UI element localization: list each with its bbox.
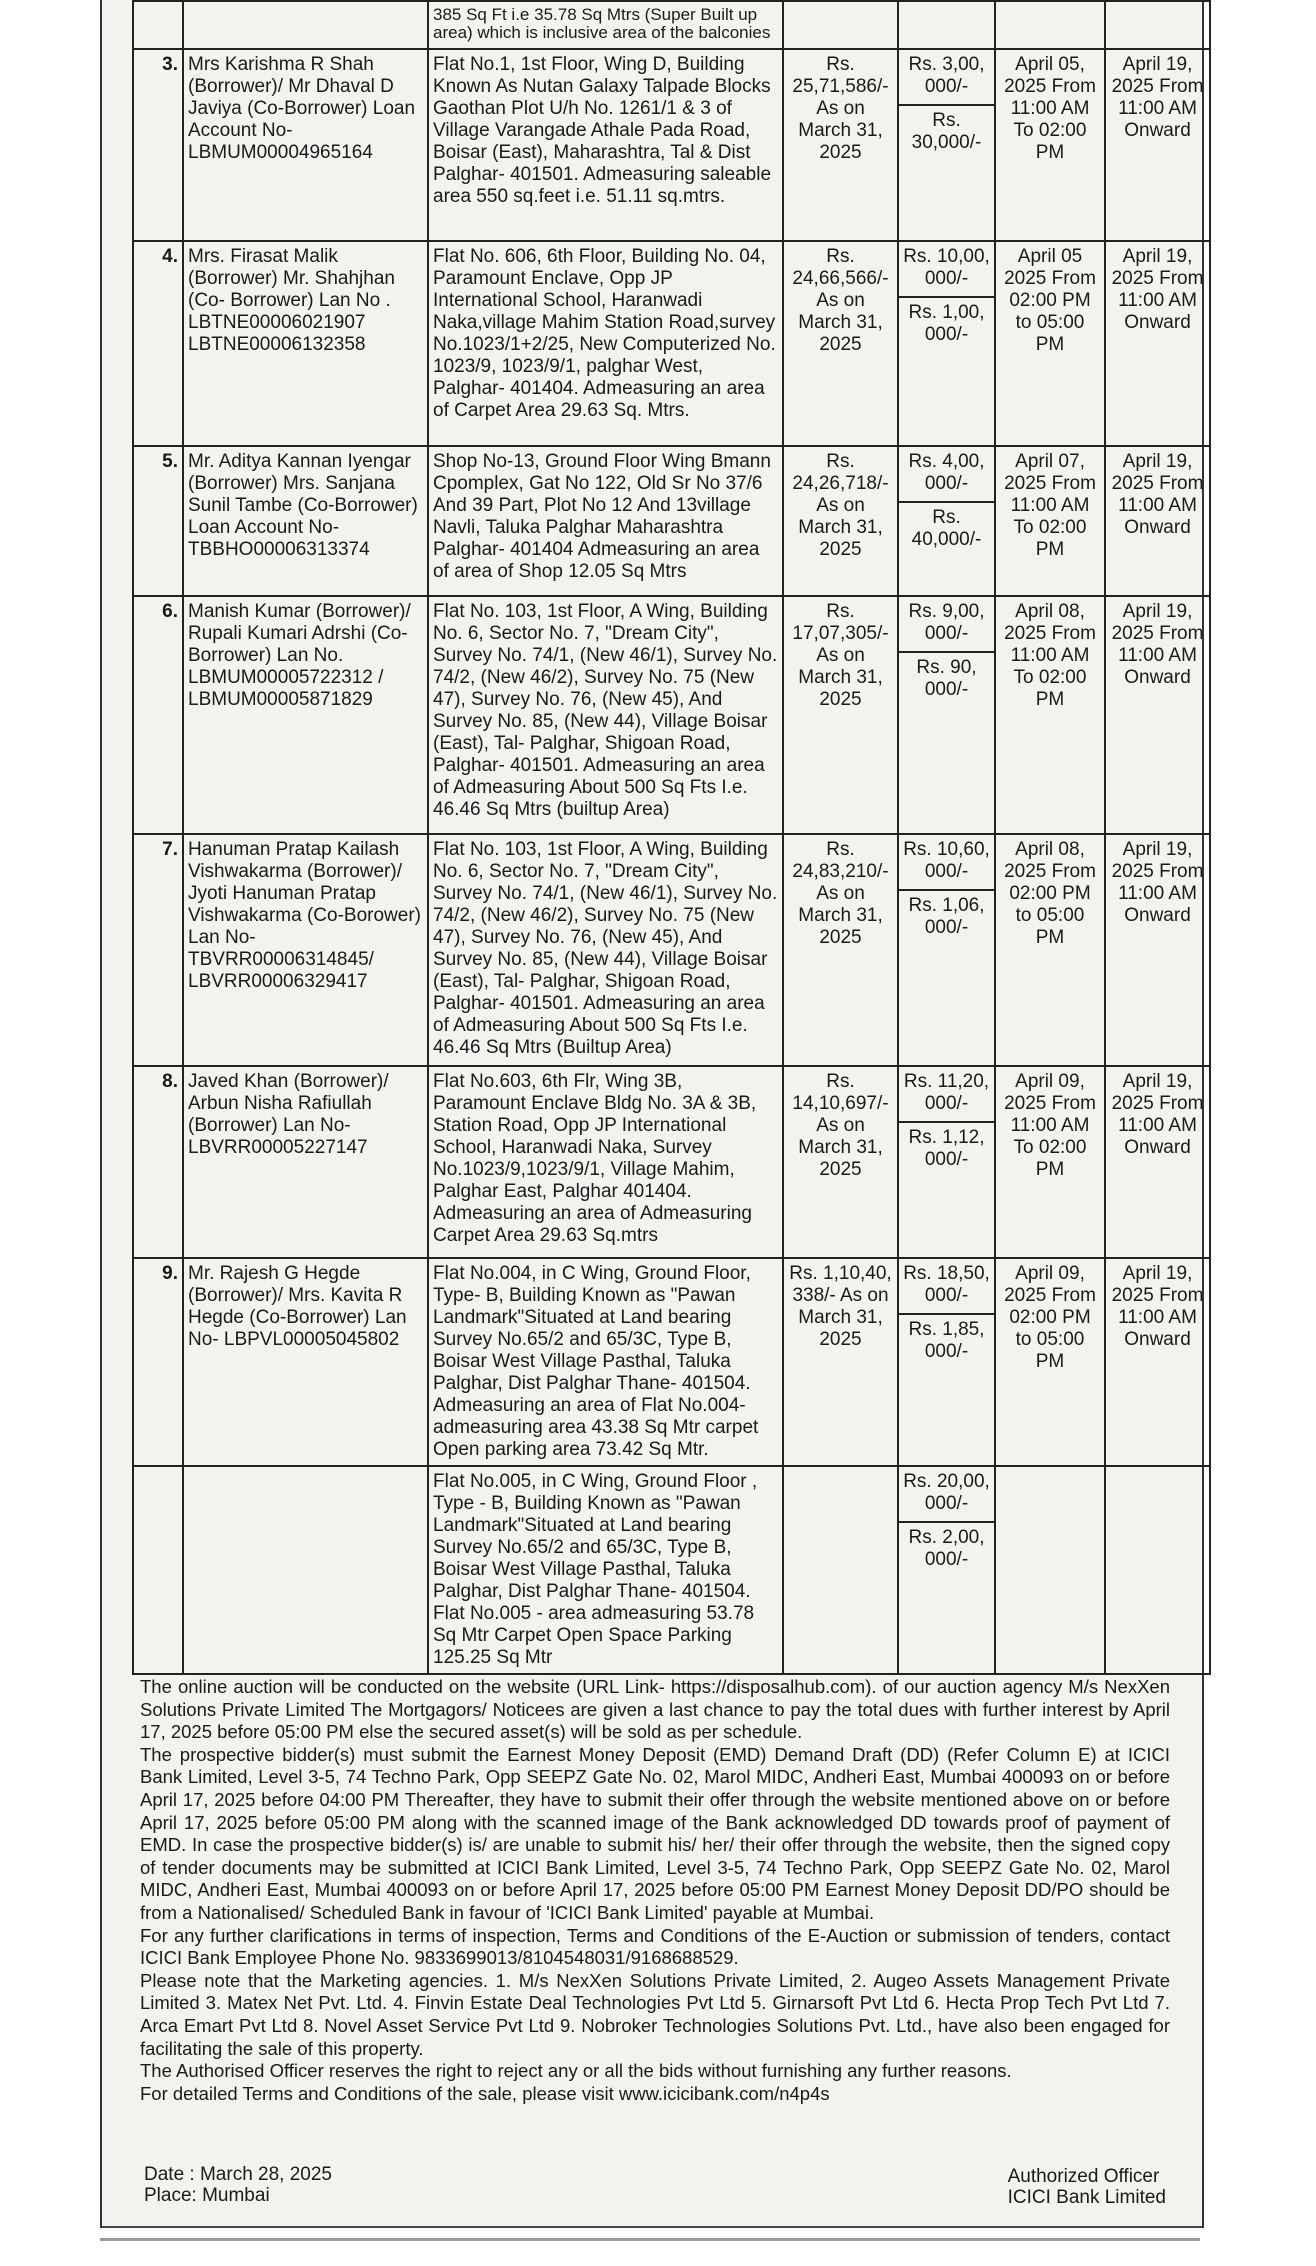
serial-number: 9. <box>133 1258 183 1466</box>
reserve-emd-cell <box>898 834 995 1066</box>
terms-paragraph: The Authorised Officer reserves the right to reject any or all the bids without furnishing any further reasons. <box>140 2060 1012 2082</box>
table-row <box>133 1066 1210 1258</box>
reserve-price: Rs. 4,00, 000/- <box>899 447 994 503</box>
emd-amount: Rs. 1,00, 000/- <box>908 302 985 345</box>
property-cell: Flat No.005, in C Wing, Ground Floor , Type - B, Building Known as "Pawan Landmark"Situated at Land bearing Survey No.65/2 and 65/3C, Type B, Boisar West Village Pasthal, Taluka Palghar, Dist Palghar Thane- 401504. Flat No.005 - area admeasuring 53.78 Sq Mtr Carpet Open Space Parking 125.25 Sq Mtr <box>428 1466 783 1674</box>
terms-paragraph: The online auction will be conducted on the website (URL Link- https://disposalhub.com). of our auction agency M/s NexXen Solutions Private Limited The Mortgagors/ Noticees are given a last chance to pay the total dues with further interest by April 17, 2025 before 05:00 PM else the secured asset(s) will be sold as per schedule. <box>140 1676 1170 1743</box>
emd-amount: Rs. 1,06, 000/- <box>908 895 985 938</box>
outstanding-dues-cell: Rs. 17,07,305/- As on March 31, 2025 <box>783 596 898 834</box>
borrower-cell: Manish Kumar (Borrower)/ Rupali Kumari Adrshi (Co-Borrower) Lan No. LBMUM00005722312 / LBMUM00005871829 <box>183 596 428 834</box>
inspection-cell: April 07, 2025 From 11:00 AM To 02:00 PM <box>995 446 1105 596</box>
auction-date-cell <box>1105 1466 1210 1674</box>
property-cell: Flat No.1, 1st Floor, Wing D, Building Known As Nutan Galaxy Talpade Blocks Gaothan Plot U/h No. 1261/1 & 3 of Village Varangade Athale Pada Road, Boisar (East), Maharashtra, Tal & Dist Palghar- 401501. Admeasuring saleable area 550 sq.feet i.e. 51.11 sq.mtrs. <box>428 49 783 241</box>
sign-title: Authorized Officer <box>1007 2166 1160 2187</box>
terms-paragraph: For any further clarifications in terms of inspection, Terms and Conditions of the E-Auction or submission of tenders, contact ICICI Bank Employee Phone No. 9833699013/8104548031/9168688529. <box>140 1924 1170 1969</box>
place-line: Place: Mumbai <box>144 2185 270 2206</box>
borrower-cell <box>183 1466 428 1674</box>
auction-date-cell: April 19, 2025 From 11:00 AM Onward <box>1105 49 1210 241</box>
reserve-emd-cell <box>898 241 995 446</box>
auction-date-cell: April 19, 2025 From 11:00 AM Onward <box>1105 241 1210 446</box>
terms-section <box>140 1676 1170 2105</box>
emd-amount: Rs. 30,000/- <box>911 110 982 153</box>
borrower-cell: Mr. Aditya Kannan Iyengar (Borrower) Mrs. Sanjana Sunil Tambe (Co-Borrower) Loan Account No- TBBHO00006313374 <box>183 446 428 596</box>
auction-date-cell: April 19, 2025 From 11:00 AM Onward <box>1105 446 1210 596</box>
borrower-cell: Hanuman Pratap Kailash Vishwakarma (Borrower)/ Jyoti Hanuman Pratap Vishwakarma (Co-Borower) Lan No- TBVRR00006314845/ LBVRR00006329417 <box>183 834 428 1066</box>
reserve-emd-cell <box>898 1466 995 1674</box>
reserve-emd-cell <box>898 596 995 834</box>
table-row <box>133 446 1210 596</box>
inspection-cell <box>995 1466 1105 1674</box>
property-cell: Shop No-13, Ground Floor Wing Bmann Cpomplex, Gat No 122, Old Sr No 37/6 And 39 Part, Plot No 12 And 13village Navli, Taluka Palghar Maharashtra Palghar- 401404 Admeasuring an area of area of Shop 12.05 Sq Mtrs <box>428 446 783 596</box>
outstanding-dues-cell: Rs. 24,83,210/- As on March 31, 2025 <box>783 834 898 1066</box>
auction-date-cell: April 19, 2025 From 11:00 AM Onward <box>1105 834 1210 1066</box>
borrower-cell: Javed Khan (Borrower)/ Arbun Nisha Rafiullah (Borrower) Lan No- LBVRR00005227147 <box>183 1066 428 1258</box>
outstanding-dues-cell: Rs. 24,26,718/- As on March 31, 2025 <box>783 446 898 596</box>
property-cell: Flat No.004, in C Wing, Ground Floor, Type- B, Building Known as "Pawan Landmark"Situated at Land bearing Survey No.65/2 and 65/3C, Type B, Boisar West Village Pasthal, Taluka Palghar, Dist Palghar Thane- 401504. Admeasuring an area of Flat No.004- admeasuring area 43.38 Sq Mtr carpet Open parking area 73.42 Sq Mtr. <box>428 1258 783 1466</box>
inspection-cell: April 09, 2025 From 11:00 AM To 02:00 PM <box>995 1066 1105 1258</box>
reserve-price: Rs. 10,60, 000/- <box>899 835 994 891</box>
serial-number: 4. <box>133 241 183 446</box>
reserve-price: Rs. 11,20, 000/- <box>899 1067 994 1123</box>
outstanding-dues-cell <box>783 1466 898 1674</box>
terms-paragraph: Please note that the Marketing agencies. 1. M/s NexXen Solutions Private Limited, 2. Augeo Assets Management Private Limited 3. Matex Net Pvt. Ltd. 4. Finvin Estate Deal Technologies Pvt Ltd 5. Girnarsoft Pvt Ltd 6. Hecta Prop Tech Pvt Ltd 7. Arca Emart Pvt Ltd 8. Novel Asset Service Pvt Ltd 9. Nobroker Technologies Solutions Pvt. Ltd., have also been engaged for facilitating the sale of this property. <box>140 1969 1170 2059</box>
auction-table <box>132 0 1211 1675</box>
serial-number: 6. <box>133 596 183 834</box>
table-row <box>133 241 1210 446</box>
table-row <box>133 49 1210 241</box>
table-row <box>133 1258 1210 1466</box>
terms-paragraph: The prospective bidder(s) must submit the Earnest Money Deposit (EMD) Demand Draft (DD) (Refer Column E) at ICICI Bank Limited, Level 3-5, 74 Techno Park, Opp SEEPZ Gate No. 02, Marol MIDC, Andheri East, Mumbai 400093 on or before April 17, 2025 before 04:00 PM Thereafter, they have to submit their offer through the website mentioned above on or before April 17, 2025 before 05:00 PM along with the scanned image of the Bank acknowledged DD towards proof of payment of EMD. In case the prospective bidder(s) is/ are unable to submit his/ her/ their offer through the website, then the signed copy of tender documents may be submitted at ICICI Bank Limited, Level 3-5, 74 Techno Park, Opp SEEPZ Gate No. 02, Marol MIDC, Andheri East, Mumbai 400093 on or before April 17, 2025 before 05:00 PM Earnest Money Deposit DD/PO should be from a Nationalised/ Scheduled Bank in favour of 'ICICI Bank Limited' payable at Mumbai. <box>140 1743 1170 1923</box>
property-cell: Flat No. 103, 1st Floor, A Wing, Building No. 6, Sector No. 7, "Dream City", Survey No. 74/1, (New 46/1), Survey No. 74/2, (New 46/2), Survey No. 75 (New 47), Survey No. 76, (New 45), And Survey No. 85, (New 44), Village Boisar (East), Tal- Palghar, Shigoan Road, Palghar- 401501. Admeasuring an area of Admeasuring About 500 Sq Fts I.e. 46.46 Sq Mtrs (Builtup Area) <box>428 834 783 1066</box>
borrower-cell: Mrs. Firasat Malik (Borrower) Mr. Shahjhan (Co- Borrower) Lan No . LBTNE00006021907 LBTNE00006132358 <box>183 241 428 446</box>
inspection-cell: April 05, 2025 From 11:00 AM To 02:00 PM <box>995 49 1105 241</box>
table-row <box>133 834 1210 1066</box>
serial-number: 3. <box>133 49 183 241</box>
emd-amount: Rs. 1,12, 000/- <box>908 1127 985 1170</box>
reserve-price: Rs. 20,00, 000/- <box>899 1467 994 1523</box>
inspection-cell: April 08, 2025 From 02:00 PM to 05:00 PM <box>995 834 1105 1066</box>
emd-amount: Rs. 1,85, 000/- <box>908 1319 985 1362</box>
serial-number: 5. <box>133 446 183 596</box>
inspection-cell: April 09, 2025 From 02:00 PM to 05:00 PM <box>995 1258 1105 1466</box>
inspection-cell: April 05 2025 From 02:00 PM to 05:00 PM <box>995 241 1105 446</box>
reserve-price: Rs. 18,50, 000/- <box>899 1259 994 1315</box>
outstanding-dues-cell: Rs. 1,10,40, 338/- As on March 31, 2025 <box>783 1258 898 1466</box>
auction-date-cell: April 19, 2025 From 11:00 AM Onward <box>1105 1258 1210 1466</box>
table-row <box>133 1466 1210 1674</box>
page-edge-divider <box>100 2238 1200 2241</box>
date-place <box>144 2164 332 2206</box>
borrower-cell: Mrs Karishma R Shah (Borrower)/ Mr Dhaval D Javiya (Co-Borrower) Loan Account No- LBMUM00004965164 <box>183 49 428 241</box>
serial-number <box>133 1466 183 1674</box>
reserve-emd-cell <box>898 1258 995 1466</box>
auction-date-cell: April 19, 2025 From 11:00 AM Onward <box>1105 596 1210 834</box>
emd-amount: Rs. 2,00, 000/- <box>908 1527 985 1570</box>
table-row-header-fragment <box>133 1 1210 49</box>
emd-amount: Rs. 40,000/- <box>911 507 982 550</box>
property-cell: Flat No. 606, 6th Floor, Building No. 04, Paramount Enclave, Opp JP International School, Haranwadi Naka,village Mahim Station Road,survey No.1023/1+2/25, New Computerized No. 1023/9, 1023/9/1, palghar West, Palghar- 401404. Admeasuring an area of Carpet Area 29.63 Sq. Mtrs. <box>428 241 783 446</box>
reserve-price: Rs. 10,00, 000/- <box>899 242 994 298</box>
newspaper-clipping <box>100 0 1204 2228</box>
reserve-emd-cell <box>898 1066 995 1258</box>
terms-paragraph: For detailed Terms and Conditions of the sale, please visit www.icicibank.com/n4p4s <box>140 2082 830 2104</box>
reserve-emd-cell <box>898 446 995 596</box>
borrower-cell: Mr. Rajesh G Hegde (Borrower)/ Mrs. Kavita R Hegde (Co-Borrower) Lan No- LBPVL00005045802 <box>183 1258 428 1466</box>
property-cell: Flat No.603, 6th Flr, Wing 3B, Paramount Enclave Bldg No. 3A & 3B, Station Road, Opp JP International School, Haranwadi Naka, Survey No.1023/9,1023/9/1, Village Mahim, Palghar East, Palghar 401404. Admeasuring an area of Admeasuring Carpet Area 29.63 Sq.mtrs <box>428 1066 783 1258</box>
sign-org: ICICI Bank Limited <box>1007 2187 1166 2208</box>
property-cell: Flat No. 103, 1st Floor, A Wing, Building No. 6, Sector No. 7, "Dream City", Survey No. 74/1, (New 46/1), Survey No. 74/2, (New 46/2), Survey No. 75 (New 47), Survey No. 76, (New 45), And Survey No. 85, (New 44), Village Boisar (East), Tal- Palghar, Shigoan Road, Palghar- 401501. Admeasuring an area of Admeasuring About 500 Sq Fts I.e. 46.46 Sq Mtrs (builtup Area) <box>428 596 783 834</box>
table-row <box>133 596 1210 834</box>
reserve-emd-cell <box>898 49 995 241</box>
outstanding-dues-cell: Rs. 14,10,697/- As on March 31, 2025 <box>783 1066 898 1258</box>
outstanding-dues-cell: Rs. 25,71,586/- As on March 31, 2025 <box>783 49 898 241</box>
reserve-price: Rs. 3,00, 000/- <box>899 50 994 106</box>
serial-number: 8. <box>133 1066 183 1258</box>
emd-amount: Rs. 90, 000/- <box>916 657 977 700</box>
signatory <box>1008 2166 1166 2208</box>
serial-number: 7. <box>133 834 183 1066</box>
date-line: Date : March 28, 2025 <box>144 2164 332 2185</box>
reserve-price: Rs. 9,00, 000/- <box>899 597 994 653</box>
inspection-cell: April 08, 2025 From 11:00 AM To 02:00 PM <box>995 596 1105 834</box>
outstanding-dues-cell: Rs. 24,66,566/- As on March 31, 2025 <box>783 241 898 446</box>
auction-date-cell: April 19, 2025 From 11:00 AM Onward <box>1105 1066 1210 1258</box>
header-fragment: 385 Sq Ft i.e 35.78 Sq Mtrs (Super Built up area) which is inclusive area of the balconies <box>428 1 783 49</box>
